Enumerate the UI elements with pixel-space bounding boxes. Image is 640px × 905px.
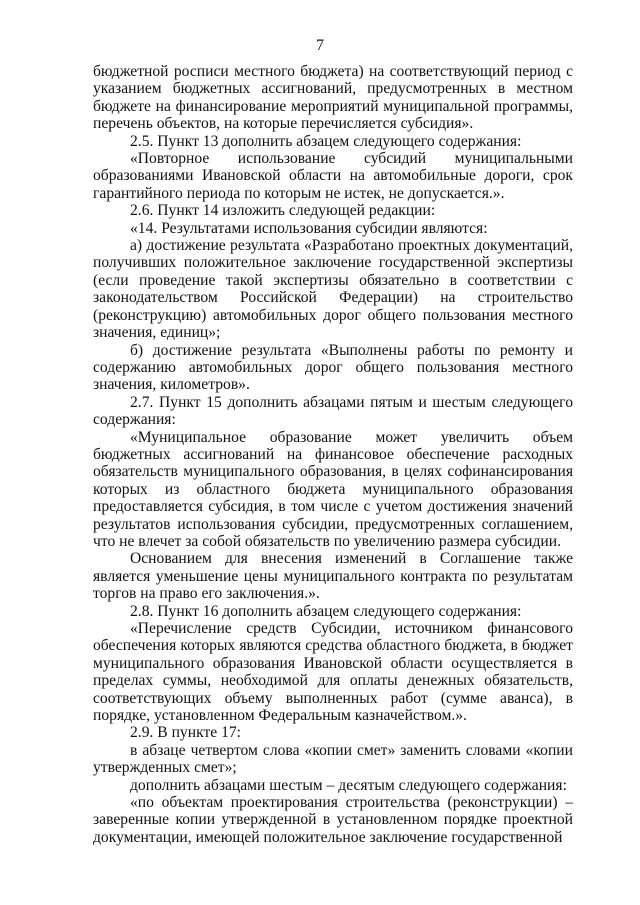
paragraph-2-9-b: дополнить абзацами шестым – десятым следующего содержания: <box>130 776 567 794</box>
paragraph-item-2-8: 2.8. Пункт 16 дополнить абзацем следующего содержания: <box>130 602 522 620</box>
paragraph-quote-2-7-a: «Муниципальное образование может увеличить объем бюджетных ассигнований на финансовое обеспечение расходных обязательств муниципального образования, в целях софинансирования которых из областного бюджета муниципального образования предоставляется субсидия, в том числе с учетом достижения значений результатов использования субсидии, предусмотренных соглашением, что не влечет за собой обязательств по увеличению размера субсидии. <box>93 428 573 550</box>
paragraph-quote-2-8: «Перечисление средств Субсидии, источником финансового обеспечения которых являются средства областного бюджета, в бюджет муниципального образования Ивановской области осуществляется в пределах суммы, необходимой для оплаты денежных обязательств, соответствующих объему выполненных работ (сумме аванса), в порядке, установленном Федеральным казначейством.». <box>93 620 573 725</box>
paragraph-result-b: б) достижение результата «Выполнены работы по ремонту и содержанию автомобильных дорог общего пользования местного значения, километров». <box>93 341 573 394</box>
document-body <box>93 63 573 846</box>
paragraph-item-2-6: 2.6. Пункт 14 изложить следующей редакции: <box>130 202 436 220</box>
paragraph-quote-2-5: «Повторное использование субсидий муниципальными образованиями Ивановской области на автомобильные дороги, срок гарантийного периода по которым не истек, не допускается.». <box>93 150 573 202</box>
paragraph-2-9-a: в абзаце четвертом слова «копии смет» заменить словами «копии утвержденных смет»; <box>93 741 573 777</box>
paragraph-quote-14: «14. Результатами использования субсидии являются: <box>130 219 488 237</box>
paragraph-2-9-quote: «по объектам проектирования строительства (реконструкции) – заверенные копии утвержденной в установленном порядке проектной документации, имеющей положительное заключение государственной <box>93 794 573 846</box>
paragraph-continuation: бюджетной росписи местного бюджета) на соответствующий период с указанием бюджетных ассигнований, предусмотренных в местном бюджете на финансирование мероприятий муниципальной программы, перечень объектов, на которые перечисляется субсидия». <box>93 63 573 133</box>
paragraph-item-2-9: 2.9. В пункте 17: <box>130 724 242 742</box>
paragraph-item-2-7: 2.7. Пункт 15 дополнить абзацами пятым и шестым следующего содержания: <box>93 393 573 429</box>
paragraph-result-a: а) достижение результата «Разработано проектных документаций, получивших положительное заключение государственной экспертизы (если проведение такой экспертизы обязательно в соответствии с законодательством Российской Федерации) на строительство (реконструкцию) автомобильных дорог общего пользования местного значения, единиц»; <box>93 237 573 342</box>
paragraph-item-2-5: 2.5. Пункт 13 дополнить абзацем следующего содержания: <box>130 132 522 150</box>
paragraph-quote-2-7-b: Основанием для внесения изменений в Соглашение также является уменьшение цены муниципального контракта по результатам торгов на право его заключения.». <box>93 550 573 603</box>
page-number: 7 <box>316 37 324 54</box>
